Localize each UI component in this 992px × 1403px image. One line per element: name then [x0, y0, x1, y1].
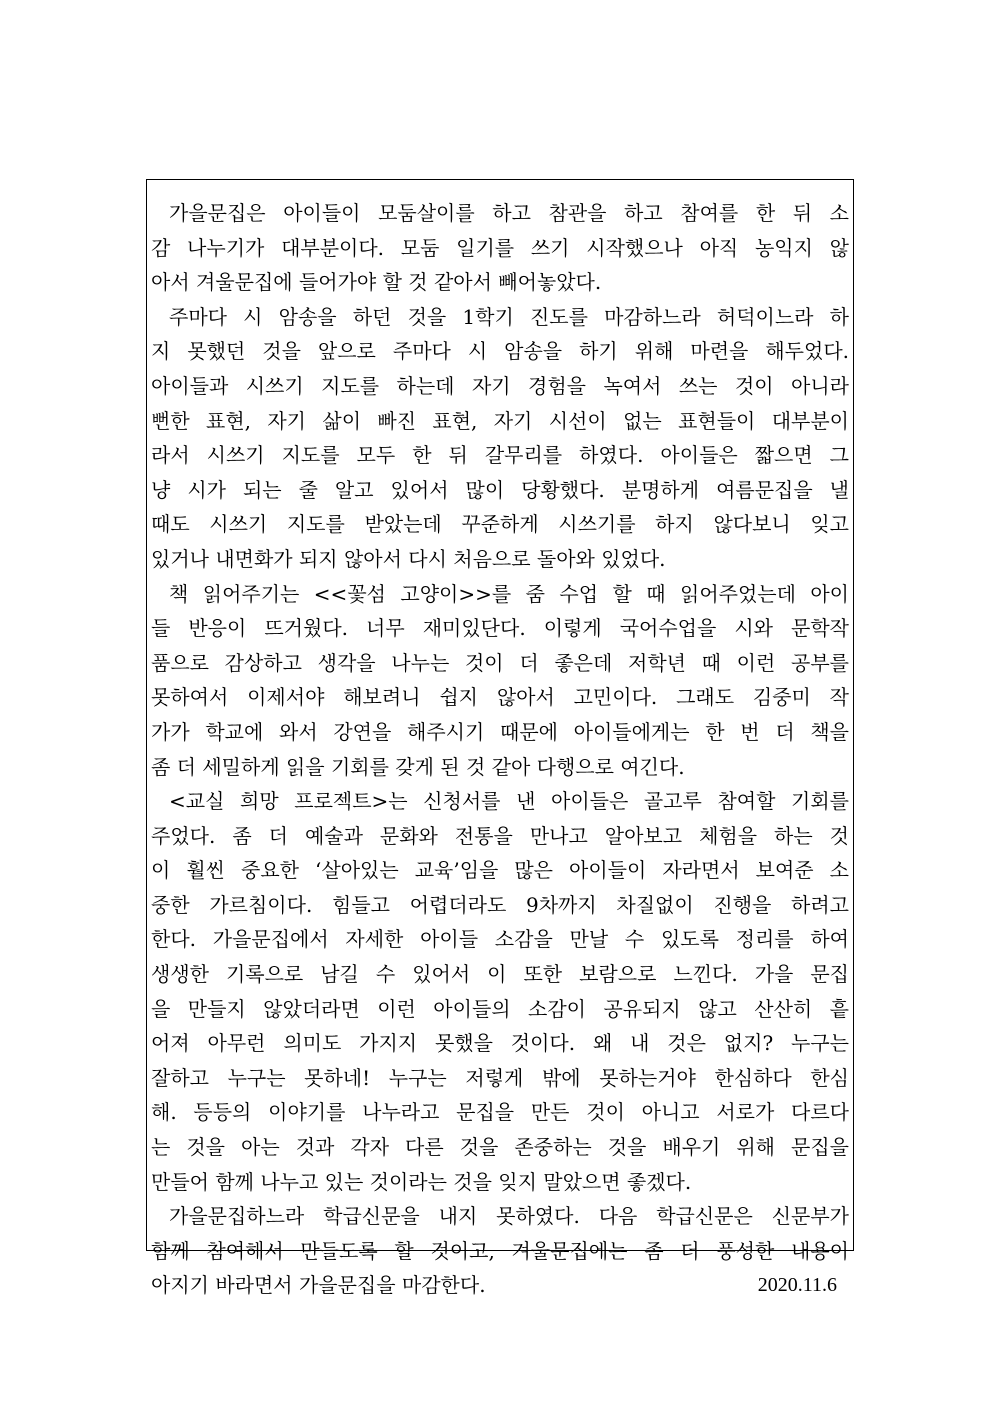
text-line-content: 어져 아무런 의미도 가지지 못했을 것이다. 왜 내 것은 없지? 누구는 — [151, 1031, 849, 1056]
text-line-content: <교실 희망 프로젝트>는 신청서를 낸 아이들은 골고루 참여할 기회를 — [169, 789, 849, 814]
text-line — [151, 369, 849, 404]
text-box — [146, 179, 854, 1298]
text-line — [151, 438, 849, 473]
text-line-content: 중한 가르침이다. 힘들고 어렵더라도 9차까지 차질없이 진행을 하려고 — [151, 892, 849, 917]
text-line-content: 아서 겨울문집에 들어가야 할 것 같아서 빼어놓았다. — [151, 270, 602, 295]
date: 2020.11.6 — [757, 1274, 837, 1297]
text-line-content: 잘하고 누구는 못하네! 누구는 저렇게 밖에 못하는거야 한심하다 한심 — [151, 1065, 849, 1090]
text-line-content: 지 못했던 것을 앞으로 주마다 시 암송을 하기 위해 마련을 해두었다. — [151, 339, 849, 364]
text-line-content: 때도 시쓰기 지도를 받았는데 꾸준하게 시쓰기를 하지 않다보니 잊고 — [151, 512, 849, 537]
text-line-content: 아이들과 시쓰기 지도를 하는데 자기 경험을 녹여서 쓰는 것이 아니라 — [151, 373, 849, 398]
text-line-content: 생생한 기록으로 남길 수 있어서 이 또한 보람으로 느낀다. 가을 문집 — [151, 962, 849, 987]
text-line — [151, 715, 849, 750]
text-line — [151, 334, 849, 369]
body-text — [147, 196, 853, 1303]
text-line-content: 이 훨씬 중요한 ‘살아있는 교육’임을 많은 아이들이 자라면서 보여준 소 — [151, 858, 849, 883]
text-line — [151, 1130, 849, 1165]
text-line — [151, 507, 849, 542]
text-line-content: 라서 시쓰기 지도를 모두 한 뒤 갈무리를 하였다. 아이들은 짧으면 그 — [151, 443, 849, 468]
text-line-content: 가을문집은 아이들이 모둠살이를 하고 참관을 하고 참여를 한 뒤 소 — [169, 201, 849, 225]
text-line-content: 가을문집하느라 학급신문을 내지 못하였다. 다음 학급신문은 신문부가 — [169, 1204, 849, 1229]
text-line-content: 책 읽어주기는 <<꽃섬 고양이>>를 줌 수업 할 때 읽어주었는데 아이 — [169, 581, 849, 606]
text-line-content: 는 것을 아는 것과 각자 다른 것을 존중하는 것을 배우기 위해 문집을 — [151, 1135, 849, 1160]
text-line-content: 한다. 가을문집에서 자세한 아이들 소감을 만날 수 있도록 정리를 하여 — [151, 927, 849, 952]
text-line — [151, 819, 849, 854]
text-line — [151, 1095, 849, 1130]
text-line — [169, 577, 849, 612]
text-line — [151, 957, 849, 992]
text-line-content: 주었다. 좀 더 예술과 문화와 전통을 만나고 알아보고 체험을 하는 것 — [151, 823, 849, 848]
text-line — [151, 992, 849, 1027]
text-line — [151, 853, 849, 888]
text-line — [151, 404, 849, 439]
text-line — [151, 1268, 849, 1303]
text-line-content: 들 반응이 뜨거웠다. 너무 재미있단다. 이렇게 국어수업을 시와 문학작 — [151, 616, 849, 641]
text-line-content: 아지기 바라면서 가을문집을 마감한다. — [151, 1273, 486, 1298]
text-line — [151, 611, 849, 646]
text-line — [151, 1061, 849, 1096]
text-line-content: 품으로 감상하고 생각을 나누는 것이 더 좋은데 저학년 때 이런 공부를 — [151, 650, 849, 675]
text-line — [169, 1199, 849, 1234]
text-line-content: 주마다 시 암송을 하던 것을 1학기 진도를 마감하느라 허덕이느라 하 — [169, 304, 849, 329]
text-line-content: 있거나 내면화가 되지 않아서 다시 처음으로 돌아와 있었다. — [151, 546, 666, 571]
text-line — [151, 473, 849, 508]
text-line-content: 가가 학교에 와서 강연을 해주시기 때문에 아이들에게는 한 번 더 책을 — [151, 719, 849, 744]
text-line — [151, 888, 849, 923]
text-line-content: 못하여서 이제서야 해보려니 쉽지 않아서 고민이다. 그래도 김중미 작 — [151, 685, 849, 710]
text-line — [151, 646, 849, 681]
text-line — [169, 196, 849, 231]
text-line-content: 감 나누기가 대부분이다. 모둠 일기를 쓰기 시작했으나 아직 농익지 않 — [151, 235, 849, 260]
text-line — [151, 922, 849, 957]
text-line-content: 함께 참여해서 만들도록 할 것이고, 겨울문집에는 좀 더 풍성한 내용이 — [151, 1238, 849, 1263]
text-line — [151, 265, 849, 300]
text-line-content: 뻔한 표현, 자기 삶이 빠진 표현, 자기 시선이 없는 표현들이 대부분이 — [151, 408, 849, 433]
text-line-content: 을 만들지 않았더라면 이런 아이들의 소감이 공유되지 않고 산산히 흩 — [151, 996, 849, 1021]
text-line — [151, 542, 849, 577]
text-line-content: 만들어 함께 나누고 있는 것이라는 것을 잊지 말았으면 좋겠다. — [151, 1169, 692, 1194]
text-line-content: 냥 시가 되는 줄 알고 있어서 많이 당황했다. 분명하게 여름문집을 낼 — [151, 477, 849, 502]
text-line — [151, 231, 849, 266]
text-line — [151, 750, 849, 785]
text-line — [169, 300, 849, 335]
text-line — [151, 1234, 849, 1269]
text-line — [151, 1165, 849, 1200]
text-line-content: 좀 더 세밀하게 읽을 기회를 갖게 된 것 같아 다행으로 여긴다. — [151, 754, 685, 779]
text-line — [169, 784, 849, 819]
text-line-content: 해. 등등의 이야기를 나누라고 문집을 만든 것이 아니고 서로가 다르다 — [151, 1100, 849, 1125]
text-line — [151, 1026, 849, 1061]
text-line — [151, 680, 849, 715]
